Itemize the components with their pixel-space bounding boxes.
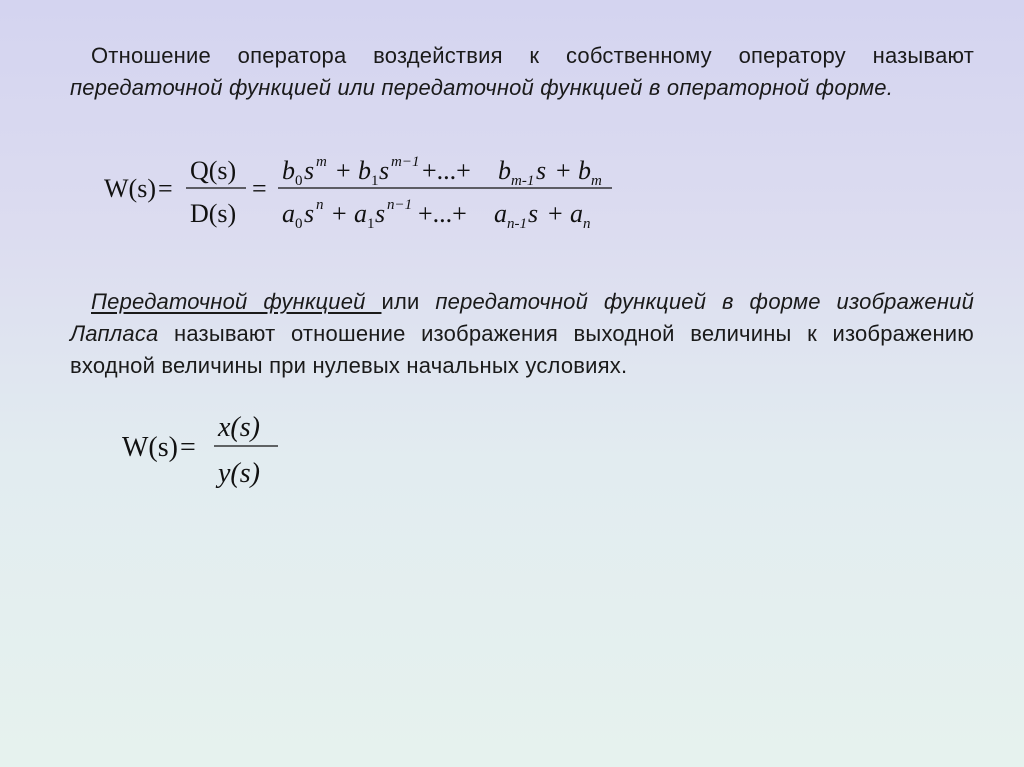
svg-text:+: + [336, 156, 351, 185]
svg-text:1: 1 [367, 216, 375, 232]
svg-text:b: b [358, 156, 371, 185]
svg-text:+...+: +...+ [422, 156, 471, 185]
svg-text:b: b [498, 156, 511, 185]
laplace-transfer-function-formula [118, 408, 318, 498]
conjunction-or: или [381, 289, 420, 314]
definition-text: Отношение оператора воздействия к собственному оператору называют [91, 43, 974, 68]
svg-text:a: a [570, 199, 583, 228]
definition-paragraph-operator-form [70, 40, 974, 104]
svg-text:m: m [591, 173, 602, 189]
svg-text:s: s [379, 156, 390, 185]
transfer-function-formula [100, 150, 630, 240]
svg-text:a: a [282, 199, 295, 228]
numerator-polynomial [282, 154, 602, 189]
svg-text:1: 1 [371, 173, 379, 189]
denominator-polynomial [282, 197, 591, 232]
svg-text:n-1: n-1 [507, 216, 527, 232]
svg-text:s: s [304, 156, 315, 185]
svg-text:s: s [528, 199, 539, 228]
svg-text:m: m [316, 154, 327, 170]
svg-text:s: s [375, 199, 386, 228]
definition-term-italic: передаточной функцией или передаточной функцией в операторной форме. [70, 75, 894, 100]
formula-equals-2: = [252, 174, 267, 203]
svg-text:+: + [548, 199, 563, 228]
svg-text:m-1: m-1 [511, 173, 535, 189]
definition-text-laplace: называют отношение изображения выходной величины к изображению входной величины при нулевых начальных условиях. [70, 321, 974, 378]
definition-paragraph-laplace [70, 286, 974, 382]
svg-text:0: 0 [295, 173, 303, 189]
formula2-denominator: y(s) [218, 458, 260, 489]
svg-text:a: a [354, 199, 367, 228]
svg-text:+: + [332, 199, 347, 228]
formula-denominator-d: D(s) [190, 199, 237, 228]
svg-text:b: b [578, 156, 591, 185]
formula-equals: = [158, 174, 173, 203]
svg-text:n: n [583, 216, 591, 232]
formula2-equals: = [180, 432, 196, 463]
formula-numerator-q: Q(s) [190, 156, 237, 185]
svg-text:s: s [304, 199, 315, 228]
svg-text:+...+: +...+ [418, 199, 467, 228]
svg-text:m−1: m−1 [391, 154, 420, 170]
svg-text:+: + [556, 156, 571, 185]
svg-text:n−1: n−1 [387, 197, 413, 213]
formula2-lhs: W(s) [122, 432, 178, 463]
svg-text:b: b [282, 156, 295, 185]
svg-text:a: a [494, 199, 507, 228]
term-transfer-function-underlined: Передаточной функцией [91, 289, 382, 314]
formula2-numerator: x(s) [218, 412, 260, 443]
svg-text:n: n [316, 197, 324, 213]
svg-text:s: s [536, 156, 547, 185]
term-laplace-italic: передаточной функцией в форме изображений Лапласа [70, 289, 975, 346]
svg-text:0: 0 [295, 216, 303, 232]
formula-lhs: W(s) [104, 174, 156, 203]
